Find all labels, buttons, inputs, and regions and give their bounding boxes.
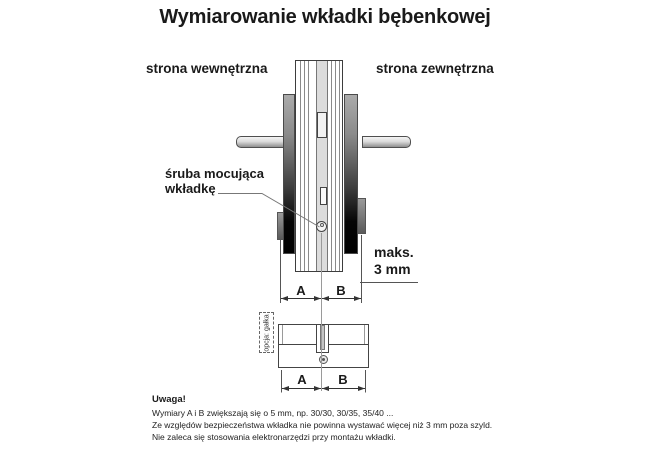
dimension-a-main: A (296, 283, 306, 298)
arrowhead (281, 296, 288, 301)
dimension-b-small: B (338, 372, 348, 387)
knob-option-box (259, 312, 274, 353)
spindle-rod-left (236, 136, 284, 148)
outer-side-label: strona zewnętrzna (376, 61, 494, 76)
cylinder-end-right (357, 198, 366, 234)
door-layer-line (300, 61, 301, 271)
cylinder-cam-notch (316, 324, 329, 353)
door-layer-line (331, 61, 332, 271)
arrowhead (358, 386, 365, 391)
arrowhead (314, 386, 321, 391)
screw-pin (320, 223, 324, 227)
door-layer-line (308, 61, 309, 271)
cylinder-end-chamfer (364, 325, 365, 344)
door-layer-line (304, 61, 305, 271)
arrowhead (354, 296, 361, 301)
cylinder-fixing-screw-hole (319, 355, 328, 364)
dimension-b-main: B (336, 283, 346, 298)
max-protrusion-line1: maks. (374, 244, 414, 260)
escutcheon-left (283, 94, 295, 254)
arrowhead (314, 296, 321, 301)
door-cross-section (295, 60, 343, 272)
door-layer-line (339, 61, 340, 271)
page-title: Wymiarowanie wkładki bębenkowej (159, 6, 491, 28)
spindle-rod-right (362, 136, 411, 148)
cylinder-end-chamfer (282, 325, 283, 344)
fixing-screw-label (165, 166, 264, 196)
max-protrusion-label (374, 244, 414, 278)
cam-opening (317, 112, 327, 138)
screw-hole-dot (322, 358, 325, 361)
dimension-a-small: A (297, 372, 307, 387)
fixing-screw (316, 221, 327, 232)
knob-option-label: opcja: gałka (263, 313, 270, 352)
screw-slot (320, 187, 327, 205)
note-line-3: Nie zaleca się stosowania elektronarzędzi przy montażu wkładki. (152, 432, 396, 442)
note-line-2: Ze względów bezpieczeństwa wkładka nie powinna wystawać więcej niż 3 mm poza szyld. (152, 420, 493, 430)
cylinder-channel (316, 61, 328, 271)
inner-side-label: strona wewnętrzna (146, 61, 268, 76)
fixing-screw-label-line1: śruba mocująca (165, 166, 264, 181)
arrowhead (322, 296, 329, 301)
arrowhead (282, 386, 289, 391)
fixing-screw-label-line2: wkładkę (165, 181, 216, 196)
cylinder-cam-slot (320, 325, 325, 350)
max-protrusion-line2: 3 mm (374, 261, 411, 277)
arrowhead (322, 386, 329, 391)
note-block (152, 394, 572, 443)
escutcheon-right (344, 94, 358, 254)
note-heading: Uwaga! (152, 394, 186, 405)
door-layer-line (335, 61, 336, 271)
note-line-1: Wymiary A i B zwiększają się o 5 mm, np. 30/30, 30/35, 35/40 ... (152, 408, 394, 418)
